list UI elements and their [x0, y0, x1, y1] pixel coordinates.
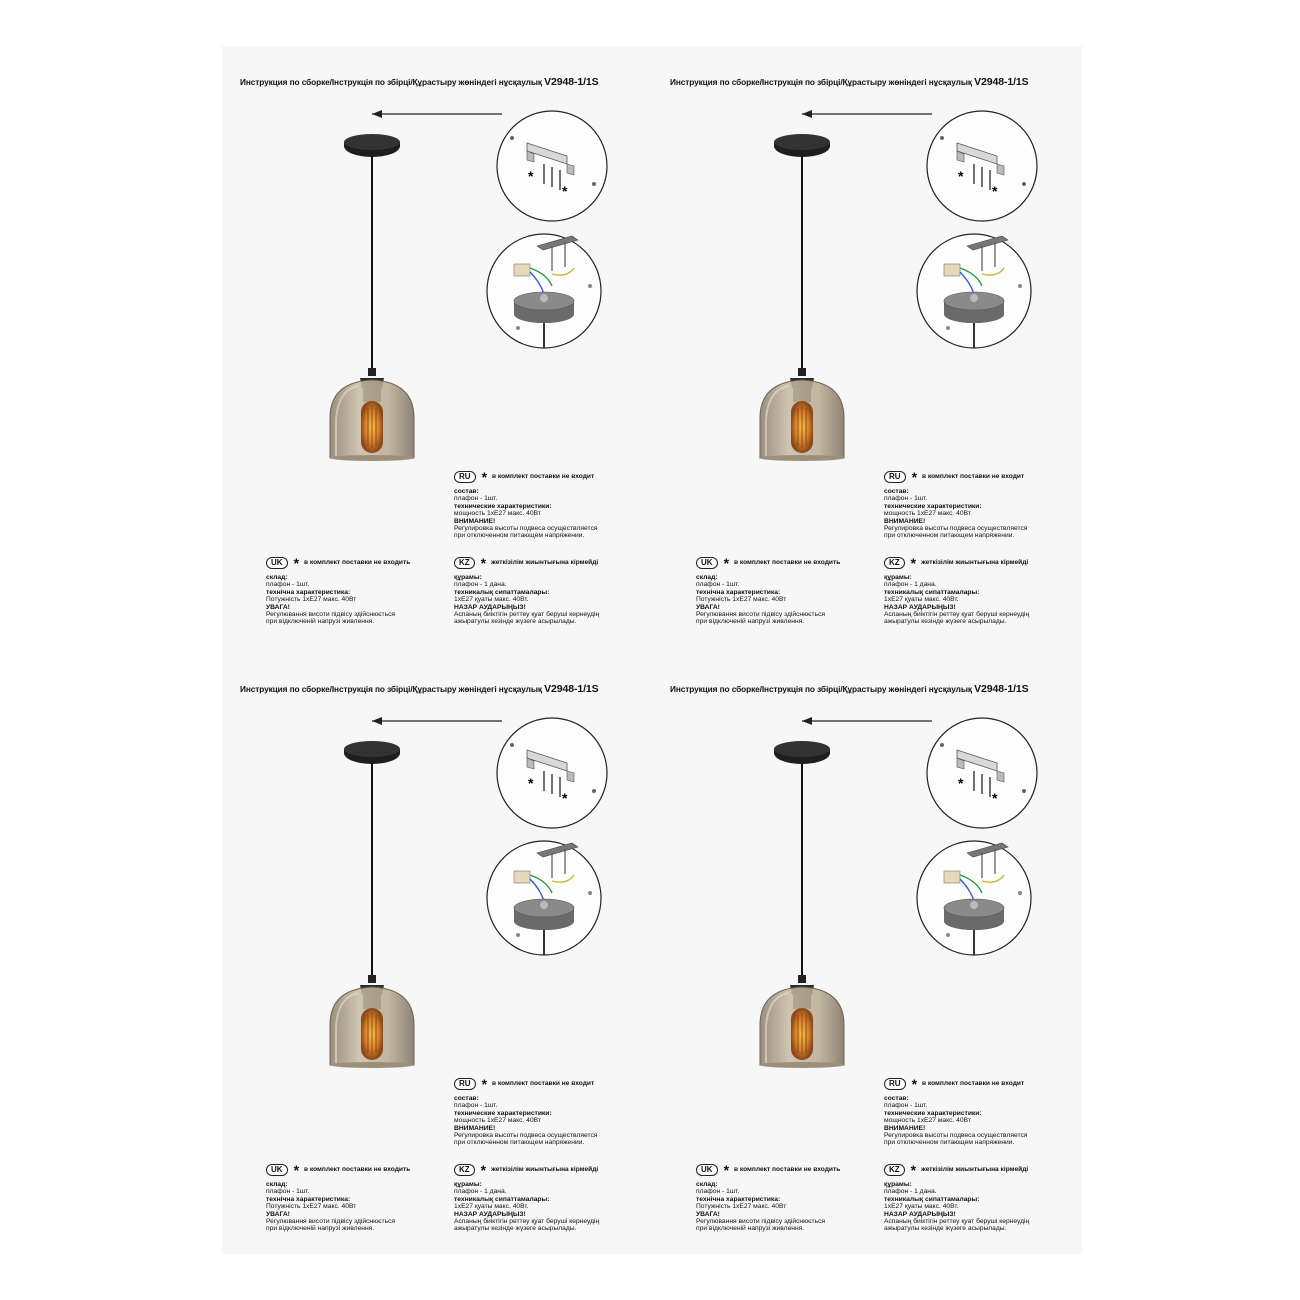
- uk-section: [266, 556, 410, 626]
- ru-line: Регулировка высоты подвеса осуществляется: [454, 1132, 598, 1140]
- uk-line: склад:: [696, 1181, 718, 1188]
- mounting-bracket-diagram: [497, 718, 607, 828]
- lamp-illustration: [652, 46, 1082, 466]
- title-text: Инструкция по сборке/Інструкція по збірці/Құрастыру жөніндегі нұсқаулық: [670, 77, 972, 87]
- asterisk-icon: *: [911, 469, 918, 485]
- uk-badge: UK: [696, 557, 718, 569]
- kz-line: НАЗАР АУДАРЫҢЫЗ!: [884, 603, 956, 611]
- ru-line: Регулировка высоты подвеса осуществляется: [884, 525, 1028, 533]
- model-number: V2948-1/1S: [544, 683, 599, 695]
- uk-line: УВАГА!: [696, 603, 720, 611]
- arrow-left-icon: [802, 110, 932, 118]
- ru-note: в комплект поставки не входит: [922, 473, 1025, 481]
- kz-line: 1хЕ27 қуаты макс. 40Вт.: [884, 1203, 959, 1211]
- ru-line: состав:: [884, 1095, 909, 1102]
- ru-line: Регулировка высоты подвеса осуществляется: [454, 525, 598, 533]
- uk-line: при відключеній напрузі живлення.: [696, 618, 805, 626]
- instruction-sheet-bottom-right: [652, 653, 1082, 1257]
- kz-line: Аспаның биіктігін реттеу қуат беруші кернеудің: [884, 611, 1030, 619]
- mounting-bracket-diagram: [927, 718, 1037, 828]
- kz-line: плафон - 1 дана.: [454, 1188, 507, 1196]
- asterisk-icon: *: [910, 1162, 917, 1178]
- kz-line: НАЗАР АУДАРЫҢЫЗ!: [454, 603, 526, 611]
- uk-line: технічна характеристика:: [696, 588, 781, 596]
- kz-line: 1хЕ27 қуаты макс. 40Вт.: [884, 596, 959, 604]
- asterisk-icon: *: [562, 790, 568, 806]
- asterisk-icon: *: [992, 183, 998, 199]
- kz-line: ажыратулы кезінде жүзеге асырылады.: [454, 618, 577, 626]
- asterisk-icon: *: [528, 168, 534, 184]
- ru-line: технические характеристики:: [454, 502, 552, 510]
- kz-line: Аспаның биіктігін реттеу қуат беруші кернеудің: [454, 611, 600, 619]
- arrow-left-icon: [372, 717, 502, 725]
- ru-line: при отключенном питающем напряжении.: [884, 1139, 1015, 1147]
- uk-line: технічна характеристика:: [266, 588, 351, 596]
- asterisk-icon: *: [293, 555, 300, 571]
- ru-line: технические характеристики:: [454, 1109, 552, 1117]
- asterisk-icon: *: [958, 168, 964, 184]
- uk-line: Потужність 1хЕ27 макс. 40Вт: [266, 1203, 357, 1211]
- kz-line: техникалық сипаттамалары:: [884, 588, 980, 596]
- uk-line: Регулювання висоти підвісу здійснюється: [696, 611, 826, 619]
- kz-badge: KZ: [884, 557, 905, 569]
- uk-line: УВАГА!: [266, 1210, 290, 1218]
- ceiling-canopy: [344, 134, 400, 157]
- uk-line: при відключеній напрузі живлення.: [266, 1225, 375, 1233]
- kz-line: НАЗАР АУДАРЫҢЫЗ!: [454, 1210, 526, 1218]
- title-text: Инструкция по сборке/Інструкція по збірці/Құрастыру жөніндегі нұсқаулық: [670, 684, 972, 694]
- ru-line: состав:: [454, 488, 479, 495]
- asterisk-icon: *: [910, 555, 917, 571]
- kz-note: жеткізілім жиынтығына кірмейді: [491, 1166, 599, 1174]
- ru-note: в комплект поставки не входит: [922, 1080, 1025, 1088]
- asterisk-icon: *: [958, 775, 964, 791]
- wiring-assembly-diagram: [487, 234, 601, 348]
- wiring-assembly-diagram: [917, 841, 1031, 955]
- kz-line: техникалық сипаттамалары:: [454, 1195, 550, 1203]
- ru-line: ВНИМАНИЕ!: [454, 517, 496, 525]
- asterisk-icon: *: [293, 1162, 300, 1178]
- ru-section: [884, 470, 1027, 540]
- kz-section: [884, 1163, 1029, 1233]
- title-text: Инструкция по сборке/Інструкція по збірці/Құрастыру жөніндегі нұсқаулық: [240, 77, 542, 87]
- uk-badge: UK: [266, 1164, 288, 1176]
- ru-line: плафон - 1шт.: [454, 495, 498, 503]
- ru-line: ВНИМАНИЕ!: [884, 517, 926, 525]
- kz-line: ажыратулы кезінде жүзеге асырылады.: [884, 1225, 1007, 1233]
- ru-line: плафон - 1шт.: [884, 1102, 928, 1110]
- ceiling-canopy: [774, 134, 830, 157]
- ru-badge: RU: [884, 1078, 906, 1090]
- ru-line: Регулировка высоты подвеса осуществляется: [884, 1132, 1028, 1140]
- wiring-assembly-diagram: [487, 841, 601, 955]
- kz-line: құрамы:: [884, 1181, 912, 1188]
- uk-line: плафон - 1шт.: [266, 581, 310, 589]
- ceiling-canopy: [774, 741, 830, 764]
- ru-line: технические характеристики:: [884, 502, 982, 510]
- kz-line: плафон - 1 дана.: [454, 581, 507, 589]
- filament-bulb: [791, 401, 813, 453]
- ru-section: [884, 1077, 1027, 1147]
- ru-line: при отключенном питающем напряжении.: [884, 532, 1015, 540]
- kz-line: құрамы:: [454, 1181, 482, 1188]
- instruction-sheet-top-right: [652, 46, 1082, 650]
- model-number: V2948-1/1S: [974, 76, 1029, 88]
- asterisk-icon: *: [562, 183, 568, 199]
- arrow-left-icon: [802, 717, 932, 725]
- arrow-left-icon: [372, 110, 502, 118]
- kz-line: плафон - 1 дана.: [884, 1188, 937, 1196]
- instruction-page: [222, 46, 1082, 1254]
- ru-line: состав:: [884, 488, 909, 495]
- ru-line: ВНИМАНИЕ!: [884, 1124, 926, 1132]
- ru-note: в комплект поставки не входит: [492, 473, 595, 481]
- uk-section: [696, 556, 840, 626]
- kz-line: Аспаның биіктігін реттеу қуат беруші кернеудің: [884, 1218, 1030, 1226]
- kz-section: [884, 556, 1029, 626]
- asterisk-icon: *: [992, 790, 998, 806]
- uk-line: Потужність 1хЕ27 макс. 40Вт: [696, 1203, 787, 1211]
- uk-badge: UK: [266, 557, 288, 569]
- kz-line: плафон - 1 дана.: [884, 581, 937, 589]
- uk-line: при відключеній напрузі живлення.: [266, 618, 375, 626]
- kz-line: техникалық сипаттамалары:: [454, 588, 550, 596]
- asterisk-icon: *: [723, 555, 730, 571]
- uk-line: склад:: [696, 574, 718, 581]
- asterisk-icon: *: [480, 555, 487, 571]
- uk-line: технічна характеристика:: [266, 1195, 351, 1203]
- ru-badge: RU: [454, 1078, 476, 1090]
- uk-section: [696, 1163, 840, 1233]
- uk-note: в комплект поставки не входить: [304, 559, 411, 567]
- ru-badge: RU: [454, 471, 476, 483]
- kz-line: 1хЕ27 қуаты макс. 40Вт.: [454, 596, 529, 604]
- ru-line: плафон - 1шт.: [454, 1102, 498, 1110]
- ru-line: мощность 1хЕ27 макс. 40Вт: [884, 1117, 971, 1125]
- ru-line: мощность 1хЕ27 макс. 40Вт: [454, 510, 541, 518]
- ru-line: мощность 1хЕ27 макс. 40Вт: [454, 1117, 541, 1125]
- asterisk-icon: *: [528, 775, 534, 791]
- kz-badge: KZ: [454, 1164, 475, 1176]
- ru-line: технические характеристики:: [884, 1109, 982, 1117]
- kz-note: жеткізілім жиынтығына кірмейді: [921, 559, 1029, 567]
- uk-note: в комплект поставки не входить: [734, 1166, 841, 1174]
- mounting-bracket-diagram: [927, 111, 1037, 221]
- ru-line: плафон - 1шт.: [884, 495, 928, 503]
- uk-line: технічна характеристика:: [696, 1195, 781, 1203]
- filament-bulb: [361, 401, 383, 453]
- ru-line: ВНИМАНИЕ!: [454, 1124, 496, 1132]
- model-number: V2948-1/1S: [974, 683, 1029, 695]
- kz-line: 1хЕ27 қуаты макс. 40Вт.: [454, 1203, 529, 1211]
- kz-line: ажыратулы кезінде жүзеге асырылады.: [884, 618, 1007, 626]
- ru-line: состав:: [454, 1095, 479, 1102]
- uk-badge: UK: [696, 1164, 718, 1176]
- uk-line: плафон - 1шт.: [696, 581, 740, 589]
- asterisk-icon: *: [481, 469, 488, 485]
- uk-note: в комплект поставки не входить: [304, 1166, 411, 1174]
- ru-line: при отключенном питающем напряжении.: [454, 1139, 585, 1147]
- uk-line: склад:: [266, 574, 288, 581]
- kz-badge: KZ: [454, 557, 475, 569]
- uk-line: УВАГА!: [266, 603, 290, 611]
- asterisk-icon: *: [723, 1162, 730, 1178]
- lamp-illustration: [222, 653, 652, 1073]
- ru-note: в комплект поставки не входит: [492, 1080, 595, 1088]
- kz-line: НАЗАР АУДАРЫҢЫЗ!: [884, 1210, 956, 1218]
- uk-note: в комплект поставки не входить: [734, 559, 841, 567]
- model-number: V2948-1/1S: [544, 76, 599, 88]
- kz-line: құрамы:: [454, 574, 482, 581]
- uk-line: Регулювання висоти підвісу здійснюється: [266, 1218, 396, 1226]
- ru-section: [454, 1077, 597, 1147]
- kz-section: [454, 556, 599, 626]
- kz-badge: KZ: [884, 1164, 905, 1176]
- filament-bulb: [361, 1008, 383, 1060]
- kz-line: ажыратулы кезінде жүзеге асырылады.: [454, 1225, 577, 1233]
- uk-line: плафон - 1шт.: [266, 1188, 310, 1196]
- kz-note: жеткізілім жиынтығына кірмейді: [921, 1166, 1029, 1174]
- ru-line: при отключенном питающем напряжении.: [454, 532, 585, 540]
- uk-line: при відключеній напрузі живлення.: [696, 1225, 805, 1233]
- ru-line: мощность 1хЕ27 макс. 40Вт: [884, 510, 971, 518]
- uk-line: склад:: [266, 1181, 288, 1188]
- instruction-sheet-top-left: [222, 46, 652, 650]
- title-text: Инструкция по сборке/Інструкція по збірці/Құрастыру жөніндегі нұсқаулық: [240, 684, 542, 694]
- uk-line: Регулювання висоти підвісу здійснюється: [266, 611, 396, 619]
- ru-badge: RU: [884, 471, 906, 483]
- filament-bulb: [791, 1008, 813, 1060]
- uk-line: плафон - 1шт.: [696, 1188, 740, 1196]
- instruction-sheet-bottom-left: [222, 653, 652, 1257]
- kz-line: Аспаның биіктігін реттеу қуат беруші кернеудің: [454, 1218, 600, 1226]
- ceiling-canopy: [344, 741, 400, 764]
- ru-section: [454, 470, 597, 540]
- mounting-bracket-diagram: [497, 111, 607, 221]
- kz-line: техникалық сипаттамалары:: [884, 1195, 980, 1203]
- asterisk-icon: *: [481, 1076, 488, 1092]
- asterisk-icon: *: [911, 1076, 918, 1092]
- kz-note: жеткізілім жиынтығына кірмейді: [491, 559, 599, 567]
- uk-line: УВАГА!: [696, 1210, 720, 1218]
- uk-section: [266, 1163, 410, 1233]
- uk-line: Регулювання висоти підвісу здійснюється: [696, 1218, 826, 1226]
- lamp-illustration: [652, 653, 1082, 1073]
- wiring-assembly-diagram: [917, 234, 1031, 348]
- asterisk-icon: *: [480, 1162, 487, 1178]
- uk-line: Потужність 1хЕ27 макс. 40Вт: [266, 596, 357, 604]
- kz-line: құрамы:: [884, 574, 912, 581]
- lamp-illustration: [222, 46, 652, 466]
- uk-line: Потужність 1хЕ27 макс. 40Вт: [696, 596, 787, 604]
- kz-section: [454, 1163, 599, 1233]
